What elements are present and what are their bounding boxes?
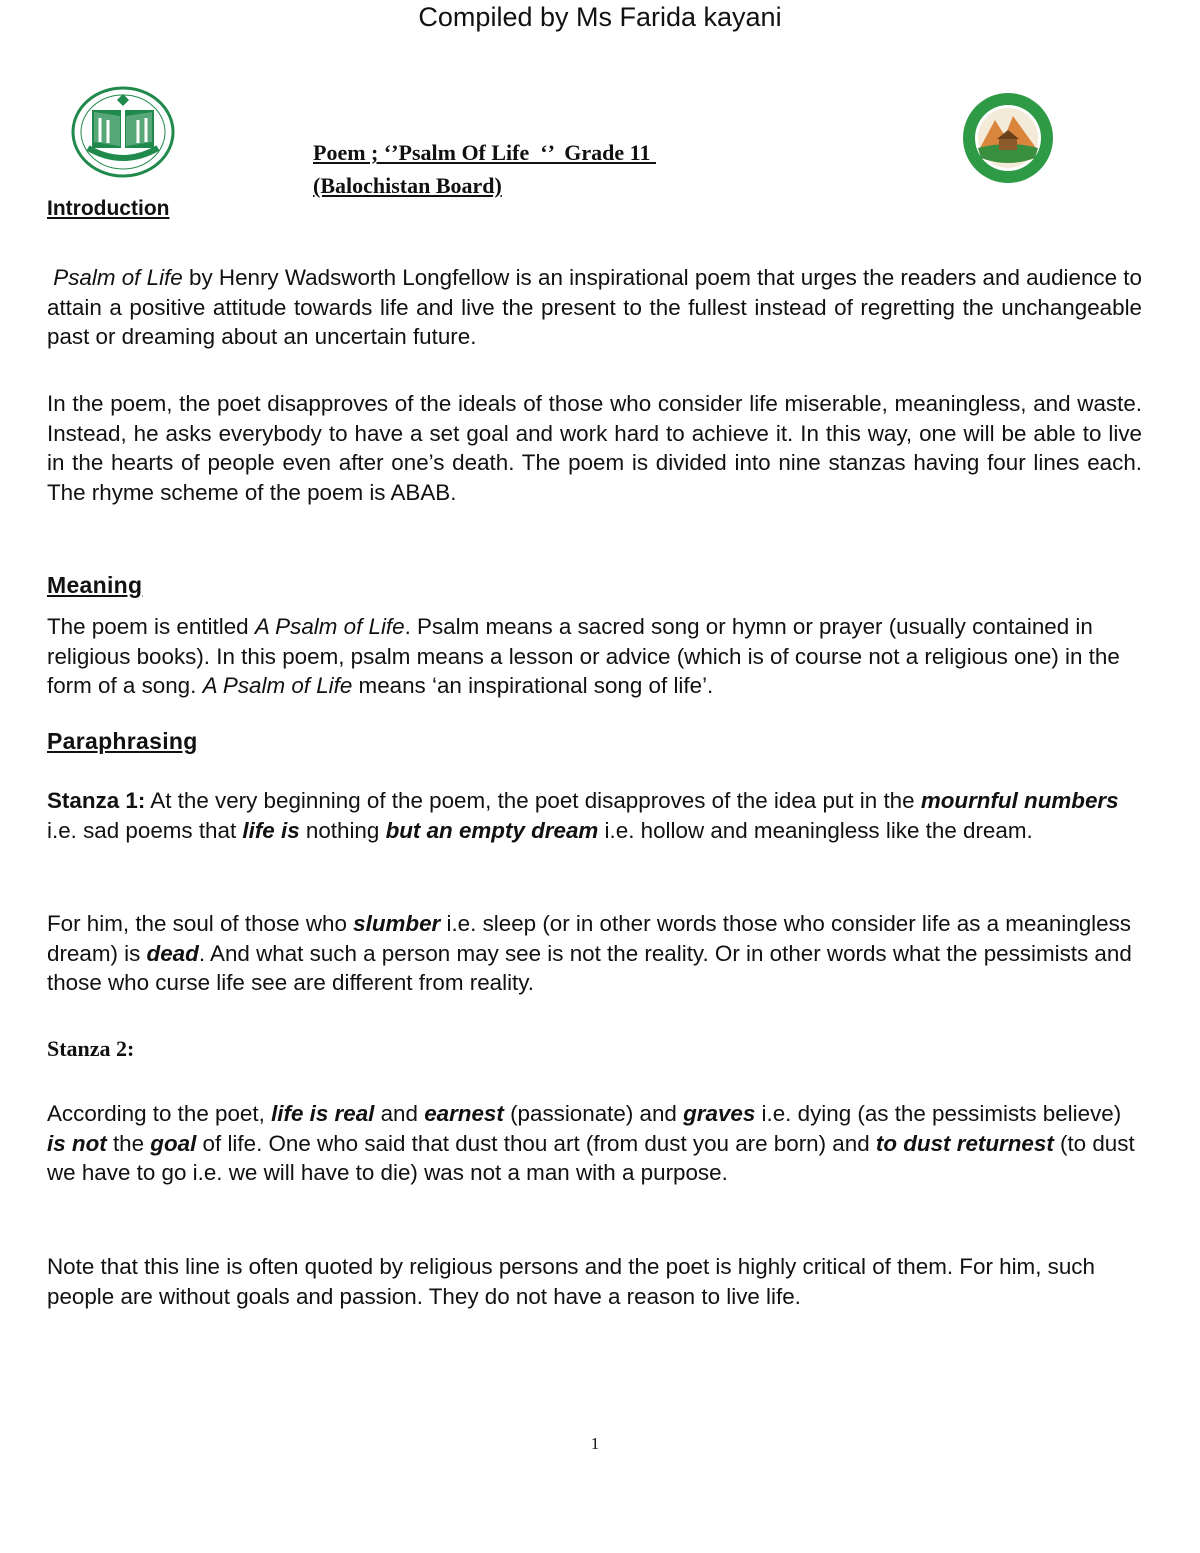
stanza-text: i.e. sleep (or in other words those who consider life as a meaningless dream) is bbox=[47, 911, 1131, 966]
school-crest-logo bbox=[70, 86, 176, 178]
stanza-1-paragraph bbox=[47, 786, 1132, 845]
introduction-paragraph-2: In the poem, the poet disapproves of the ideals of those who consider life miserable, meaningless, and waste. Instead, he asks everybody to have a set goal and work hard to achieve it. In this way, one will be able to live in the hearts of people even after one’s death. The poem is divided into nine stanzas having four lines each. The rhyme scheme of the poem is ABAB. bbox=[47, 391, 1142, 505]
stanza-1-label: Stanza 1: bbox=[47, 788, 146, 813]
introduction-heading: Introduction bbox=[47, 197, 170, 220]
stanza-text: of life. One who said that dust thou art (from dust you are born) and bbox=[196, 1130, 876, 1156]
intro-text: by Henry Wadsworth Longfellow is an inspirational poem that urges the readers and audience to attain a positive attitude towards life and live the present to the fullest instead of regretting the unchangeable past or dreaming about an uncertain future. bbox=[47, 265, 1142, 349]
meaning-text: means ‘an inspirational song of life’. bbox=[352, 673, 714, 698]
emphasis: goal bbox=[150, 1130, 197, 1156]
page-number: 1 bbox=[590, 1434, 600, 1453]
meaning-text: . Psalm means a sacred song or hymn or prayer (usually contained in religious books). In this poem, psalm means a lesson or advice (which is of course not a religious one) in the form of a song. bbox=[47, 614, 1120, 698]
stanza-text: the bbox=[106, 1130, 151, 1156]
stanza-text: (to dust we have to go i.e. we will have to die) was not a man with a purpose. bbox=[47, 1130, 1135, 1185]
emphasis: earnest bbox=[424, 1101, 504, 1126]
poem-title-line2: (Balochistan Board) bbox=[313, 173, 502, 198]
housing-authority-seal-logo bbox=[961, 92, 1055, 184]
stanza-2-heading: Stanza 2: bbox=[47, 1036, 135, 1061]
stanza-text: nothing bbox=[299, 817, 386, 843]
poem-name: Psalm of Life bbox=[53, 265, 183, 290]
stanza-text: At the very beginning of the poem, the poet disapproves of the idea put in the bbox=[145, 788, 921, 813]
emphasis: is not bbox=[47, 1130, 107, 1156]
poem-title-line1: Poem ; ‘’Psalm Of Life ‘’ Grade 11 bbox=[313, 140, 656, 165]
emphasis: life is bbox=[242, 817, 300, 843]
emphasis: dead bbox=[146, 940, 199, 966]
emphasis: but an empty dream bbox=[385, 817, 599, 843]
stanza-text: . And what such a person may see is not the reality. Or in other words what the pessimists and those who curse life see are different from reality. bbox=[47, 940, 1132, 995]
introduction-paragraph-1 bbox=[47, 263, 1142, 352]
stanza-2-paragraph bbox=[47, 1099, 1139, 1188]
stanza-text: For him, the soul of those who bbox=[47, 911, 354, 936]
emphasis: graves bbox=[683, 1101, 756, 1126]
compiled-by-header: Compiled by Ms Farida kayani bbox=[418, 2, 782, 32]
meaning-text: The poem is entitled bbox=[47, 614, 255, 639]
note-paragraph: Note that this line is often quoted by religious persons and the poet is highly critical of them. For him, such people are without goals and passion. They do not have a reason to live life. bbox=[47, 1254, 1095, 1309]
emphasis: to dust returnest bbox=[875, 1130, 1054, 1156]
poem-title bbox=[313, 136, 656, 202]
stanza-1-paragraph-2 bbox=[47, 909, 1137, 998]
stanza-text: i.e. hollow and meaningless like the dream. bbox=[598, 817, 1033, 843]
poem-name: A Psalm of Life bbox=[254, 614, 405, 639]
meaning-paragraph bbox=[47, 612, 1127, 701]
stanza-text: According to the poet, bbox=[47, 1101, 272, 1126]
emphasis: life is real bbox=[271, 1101, 375, 1126]
emphasis: slumber bbox=[353, 911, 441, 936]
emphasis: mournful numbers bbox=[920, 788, 1119, 813]
stanza-text: i.e. sad poems that bbox=[47, 817, 243, 843]
paraphrasing-heading: Paraphrasing bbox=[47, 728, 198, 754]
stanza-text: i.e. dying (as the pessimists believe) bbox=[755, 1101, 1122, 1126]
stanza-text: (passionate) and bbox=[503, 1101, 684, 1126]
meaning-heading: Meaning bbox=[47, 572, 143, 598]
poem-name: A Psalm of Life bbox=[202, 673, 353, 698]
stanza-text: and bbox=[374, 1101, 425, 1126]
